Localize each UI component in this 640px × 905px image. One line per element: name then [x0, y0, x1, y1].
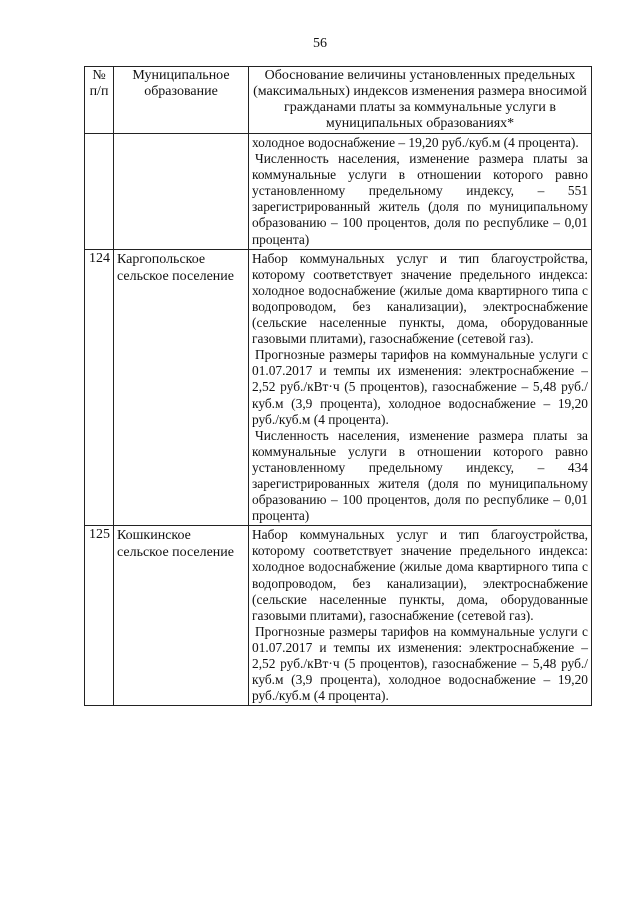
- justification-paragraph: Прогнозные размеры тарифов на коммунальные услуги с 01.07.2017 и темпы их изменения: электроснабжение – 2,52 руб./кВт·ч (5 процентов), газоснабжение – 5,48 руб./куб.м (3,9 процента), холодное водоснабжение – 19,20 руб./куб.м (4 процента).: [252, 347, 588, 427]
- municipality-cell: Каргопольское сельское поселение: [114, 249, 249, 526]
- justification-paragraph: Численность населения, изменение размера платы за коммунальные услуги в отношении которого равно установленному предельному индексу, – 434 зарегистрированных жителя (доля по муниципальному образованию – 100 процентов, доля по республике – 0,01 процента): [252, 427, 588, 524]
- table-header-row: [85, 67, 592, 134]
- justification-cell: [249, 134, 592, 250]
- justification-paragraph: Набор коммунальных услуг и тип благоустройства, которому соответствует значение предельного индекса: холодное водоснабжение (жилые дома квартирного типа с водопроводом, без канализации), электроснабжение (сельские населенные пункты, дома, оборудованные газовыми плитами), газоснабжение (сетевой газ).: [252, 250, 588, 347]
- justification-paragraph: Прогнозные размеры тарифов на коммунальные услуги с 01.07.2017 и темпы их изменения: электроснабжение – 2,52 руб./кВт·ч (5 процентов), газоснабжение – 5,48 руб./куб.м (3,9 процента), холодное водоснабжение – 19,20 руб./куб.м (4 процента).: [252, 623, 588, 704]
- header-justification: Обоснование величины установленных предельных (максимальных) индексов изменения размера вносимой гражданами платы за коммунальные услуги в муниципальных образованиях*: [249, 67, 592, 134]
- municipality-cell: [114, 134, 249, 250]
- page-number: 56: [313, 36, 327, 51]
- justification-paragraph: Численность населения, изменение размера платы за коммунальные услуги в отношении которого равно установленному предельному индексу, – 551 зарегистрированный житель (доля по муниципальному образованию – 100 процентов, доля по республике – 0,01 процента): [252, 151, 588, 247]
- table-row: [85, 526, 592, 706]
- header-number: № п/п: [85, 67, 114, 134]
- justification-cell: [249, 526, 592, 706]
- row-number-cell: [85, 134, 114, 250]
- tariff-table: [84, 66, 592, 706]
- table-row: [85, 249, 592, 526]
- table-row-continuation: [85, 134, 592, 250]
- row-number-cell: 124: [85, 249, 114, 526]
- row-number-cell: 125: [85, 526, 114, 706]
- justification-paragraph: холодное водоснабжение – 19,20 руб./куб.м (4 процента).: [252, 135, 579, 150]
- justification-cell: [249, 249, 592, 526]
- justification-paragraph: Набор коммунальных услуг и тип благоустройства, которому соответствует значение предельного индекса: холодное водоснабжение (жилые дома квартирного типа с водопроводом, без канализации), электроснабжение (сельские населенные пункты, дома, оборудованные газовыми плитами), газоснабжение (сетевой газ).: [252, 527, 588, 623]
- header-municipality: Муниципальное образование: [114, 67, 249, 134]
- municipality-cell: Кошкинское сельское поселение: [114, 526, 249, 706]
